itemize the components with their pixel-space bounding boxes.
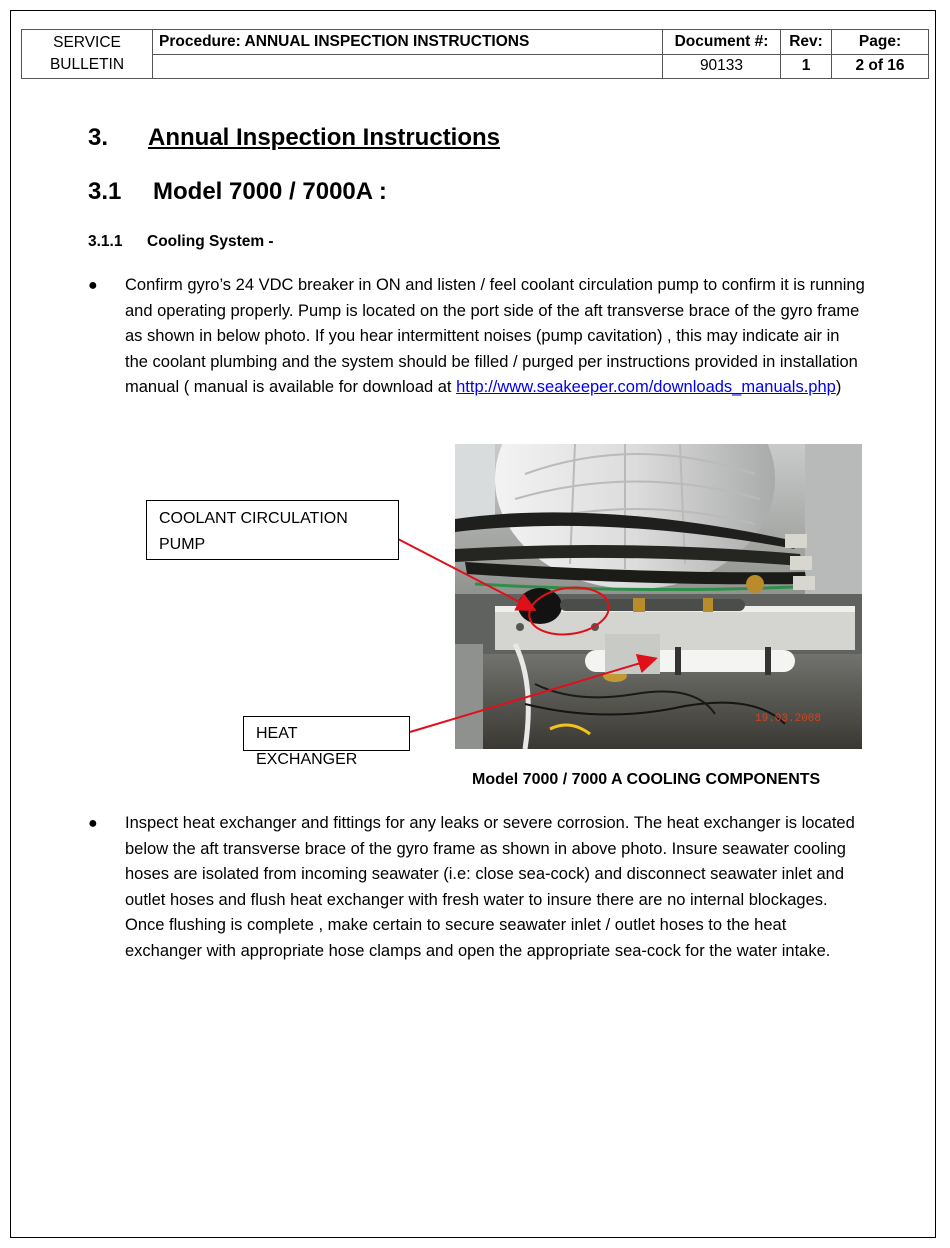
service-label: SERVICE xyxy=(53,34,121,51)
section-heading xyxy=(88,124,500,152)
subsubsection-title: Cooling System - xyxy=(147,233,274,250)
bullet-heat-exchanger xyxy=(88,811,865,964)
bullet-heat-exchanger-text: Inspect heat exchanger and fittings for any leaks or severe corrosion. The heat exchanger is located below the aft transverse brace of the gyro frame as shown in above photo. Insure seawater cooling hoses are isolated from incoming seawater (i.e: close sea-cock) and disconnect seawater inlet and outlet hoses and flush heat exchanger with fresh water to insure there are no internal blockages. Once flushing is complete , make certain to secure seawater inlet / outlet hoses to the heat exchanger with appropriate hose clamps and open the appropriate sea-cock for the water intake. xyxy=(125,814,855,960)
callout-heat-exchanger: HEAT EXCHANGER xyxy=(243,716,410,751)
bullet-pump-check xyxy=(88,273,865,401)
header-table xyxy=(21,29,929,79)
subsubsection-number: 3.1.1 xyxy=(88,233,123,250)
cooling-components-photo xyxy=(455,444,862,749)
service-bulletin-cell xyxy=(22,30,153,79)
page-label: Page: xyxy=(832,30,929,55)
manual-download-link[interactable]: http://www.seakeeper.com/downloads_manuals.php xyxy=(456,378,836,396)
document-number-label: Document #: xyxy=(663,30,781,55)
subsubsection-heading xyxy=(88,233,274,251)
photo-date-stamp: 19.03.2008 xyxy=(755,713,822,725)
revision-label: Rev: xyxy=(781,30,832,55)
bulletin-label: BULLETIN xyxy=(49,56,125,73)
page-value: 2 of 16 xyxy=(832,54,929,79)
callout-coolant-pump: COOLANT CIRCULATION PUMP xyxy=(146,500,399,560)
section-number: 3. xyxy=(88,124,109,151)
photo-illustration xyxy=(455,444,862,749)
subsection-heading xyxy=(88,178,387,206)
procedure-title: Procedure: ANNUAL INSPECTION INSTRUCTIONS xyxy=(153,30,663,55)
bullet-pump-text: Confirm gyro’s 24 VDC breaker in ON and listen / feel coolant circulation pump to confirm it is running and operating properly. Pump is located on the port side of the aft transverse brace of the gyro frame as shown in below photo. If you hear intermittent noises (pump cavitation) , this may indicate air in the coolant plumbing and the system should be filled / purged per instructions provided in installation manual ( manual is available for download at http://www.seakeeper.com/downloads_manuals.php) xyxy=(125,276,865,396)
subsection-number: 3.1 xyxy=(88,178,122,205)
bullet-icon: ● xyxy=(88,815,98,832)
section-title: Annual Inspection Instructions xyxy=(148,124,501,151)
procedure-blank-cell xyxy=(153,54,663,79)
subsection-title: Model 7000 / 7000A : xyxy=(153,178,387,205)
figure-caption: Model 7000 / 7000 A COOLING COMPONENTS xyxy=(472,771,821,788)
revision-value: 1 xyxy=(781,54,832,79)
bullet-icon: ● xyxy=(88,277,98,294)
document-number-value: 90133 xyxy=(663,54,781,79)
